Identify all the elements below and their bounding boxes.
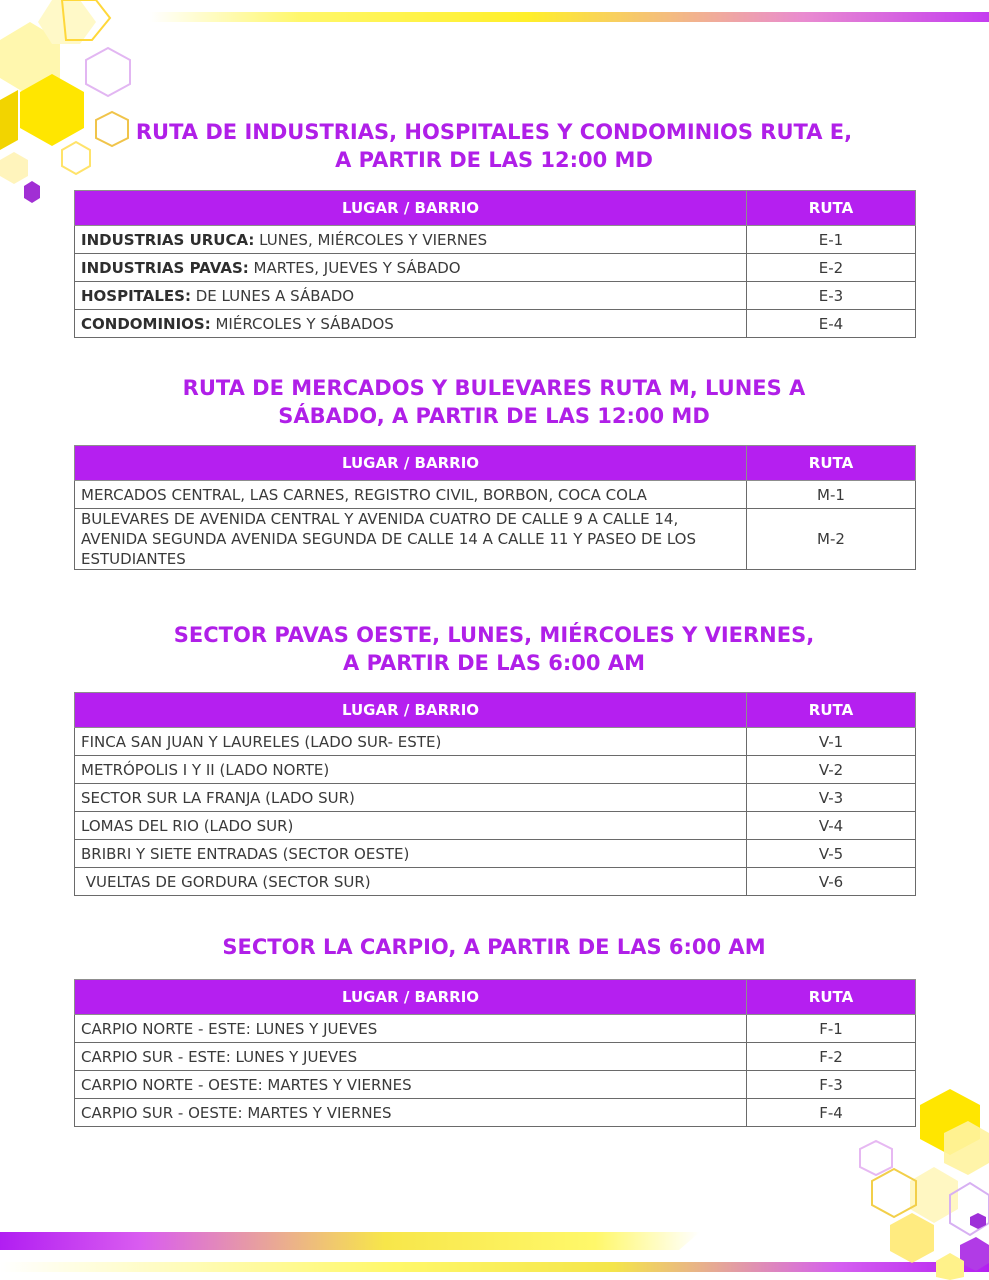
place-cell: VUELTAS DE GORDURA (SECTOR SUR) (75, 868, 747, 896)
place-cell (75, 254, 747, 282)
table-row (75, 756, 916, 784)
place-cell (75, 226, 747, 254)
route-code: V-2 (747, 756, 916, 784)
place-cell: LOMAS DEL RIO (LADO SUR) (75, 812, 747, 840)
place-bold: HOSPITALES: (81, 286, 191, 305)
title-line: RUTA DE INDUSTRIAS, HOSPITALES Y CONDOMINIOS RUTA E, (135, 120, 853, 144)
table-row (75, 1015, 916, 1043)
top-gradient-bar (150, 12, 989, 22)
route-code: V-5 (747, 840, 916, 868)
title-line: SECTOR LA CARPIO, A PARTIR DE LAS 6:00 AM (222, 935, 766, 959)
header-route: RUTA (747, 980, 916, 1015)
route-code: V-4 (747, 812, 916, 840)
section-title-ruta-e (74, 118, 914, 174)
route-code: E-3 (747, 282, 916, 310)
section-title-ruta-m (74, 374, 914, 430)
route-code: V-1 (747, 728, 916, 756)
place-cell: BULEVARES DE AVENIDA CENTRAL Y AVENIDA CUATRO DE CALLE 9 A CALLE 14, AVENIDA SEGUNDA AVENIDA SEGUNDA DE CALLE 14 A CALLE 11 Y PASEO DE LOS ESTUDIANTES (75, 509, 747, 570)
table-row (75, 868, 916, 896)
header-route: RUTA (747, 693, 916, 728)
place-cell: BRIBRI Y SIETE ENTRADAS (SECTOR OESTE) (75, 840, 747, 868)
title-line: A PARTIR DE LAS 12:00 MD (335, 148, 653, 172)
table-ruta-e (74, 190, 916, 338)
route-code: F-3 (747, 1071, 916, 1099)
table-la-carpio (74, 979, 916, 1127)
route-code: M-1 (747, 481, 916, 509)
route-code: F-1 (747, 1015, 916, 1043)
place-cell: MERCADOS CENTRAL, LAS CARNES, REGISTRO CIVIL, BORBON, COCA COLA (75, 481, 747, 509)
table-row (75, 310, 916, 338)
route-code: V-3 (747, 784, 916, 812)
route-code: V-6 (747, 868, 916, 896)
table-row (75, 1099, 916, 1127)
title-line: RUTA DE MERCADOS Y BULEVARES RUTA M, LUNES A (182, 376, 806, 400)
table-header-row (75, 693, 916, 728)
place-bold: INDUSTRIAS PAVAS: (81, 258, 249, 277)
table-row (75, 728, 916, 756)
place-bold: CONDOMINIOS: (81, 314, 211, 333)
section-title-pavas-oeste (74, 621, 914, 677)
table-row (75, 840, 916, 868)
header-route: RUTA (747, 191, 916, 226)
table-row (75, 509, 916, 570)
bottom-gradient-bar (0, 1232, 700, 1250)
header-place: LUGAR / BARRIO (75, 191, 747, 226)
table-ruta-m (74, 445, 916, 570)
place-cell (75, 282, 747, 310)
route-code: F-4 (747, 1099, 916, 1127)
route-code: F-2 (747, 1043, 916, 1071)
title-line: A PARTIR DE LAS 6:00 AM (343, 651, 645, 675)
bottom-gradient-thin-bar (0, 1262, 989, 1272)
section-title-la-carpio (74, 933, 914, 961)
header-place: LUGAR / BARRIO (75, 693, 747, 728)
table-pavas-oeste (74, 692, 916, 896)
table-row (75, 254, 916, 282)
title-line: SECTOR PAVAS OESTE, LUNES, MIÉRCOLES Y VIERNES, (173, 623, 815, 647)
place-text: MARTES, JUEVES Y SÁBADO (248, 258, 461, 277)
place-cell: CARPIO NORTE - ESTE: LUNES Y JUEVES (75, 1015, 747, 1043)
header-place: LUGAR / BARRIO (75, 980, 747, 1015)
table-row (75, 226, 916, 254)
route-code: E-2 (747, 254, 916, 282)
place-bold: INDUSTRIAS URUCA: (81, 230, 255, 249)
route-code: M-2 (747, 509, 916, 570)
table-row (75, 481, 916, 509)
place-cell: METRÓPOLIS I Y II (LADO NORTE) (75, 756, 747, 784)
place-text: LUNES, MIÉRCOLES Y VIERNES (254, 230, 488, 249)
header-route: RUTA (747, 446, 916, 481)
route-code: E-4 (747, 310, 916, 338)
place-cell: CARPIO NORTE - OESTE: MARTES Y VIERNES (75, 1071, 747, 1099)
header-place: LUGAR / BARRIO (75, 446, 747, 481)
route-code: E-1 (747, 226, 916, 254)
title-line: SÁBADO, A PARTIR DE LAS 12:00 MD (278, 404, 710, 428)
place-cell (75, 310, 747, 338)
table-row (75, 784, 916, 812)
place-cell: CARPIO SUR - OESTE: MARTES Y VIERNES (75, 1099, 747, 1127)
place-text: MIÉRCOLES Y SÁBADOS (210, 314, 394, 333)
place-cell: CARPIO SUR - ESTE: LUNES Y JUEVES (75, 1043, 747, 1071)
table-header-row (75, 191, 916, 226)
table-row (75, 282, 916, 310)
place-cell: SECTOR SUR LA FRANJA (LADO SUR) (75, 784, 747, 812)
table-row (75, 1071, 916, 1099)
hexagon-decoration-top-left (0, 0, 140, 215)
table-header-row (75, 446, 916, 481)
table-header-row (75, 980, 916, 1015)
place-cell: FINCA SAN JUAN Y LAURELES (LADO SUR- ESTE) (75, 728, 747, 756)
place-text: DE LUNES A SÁBADO (190, 286, 355, 305)
table-row (75, 1043, 916, 1071)
table-row (75, 812, 916, 840)
